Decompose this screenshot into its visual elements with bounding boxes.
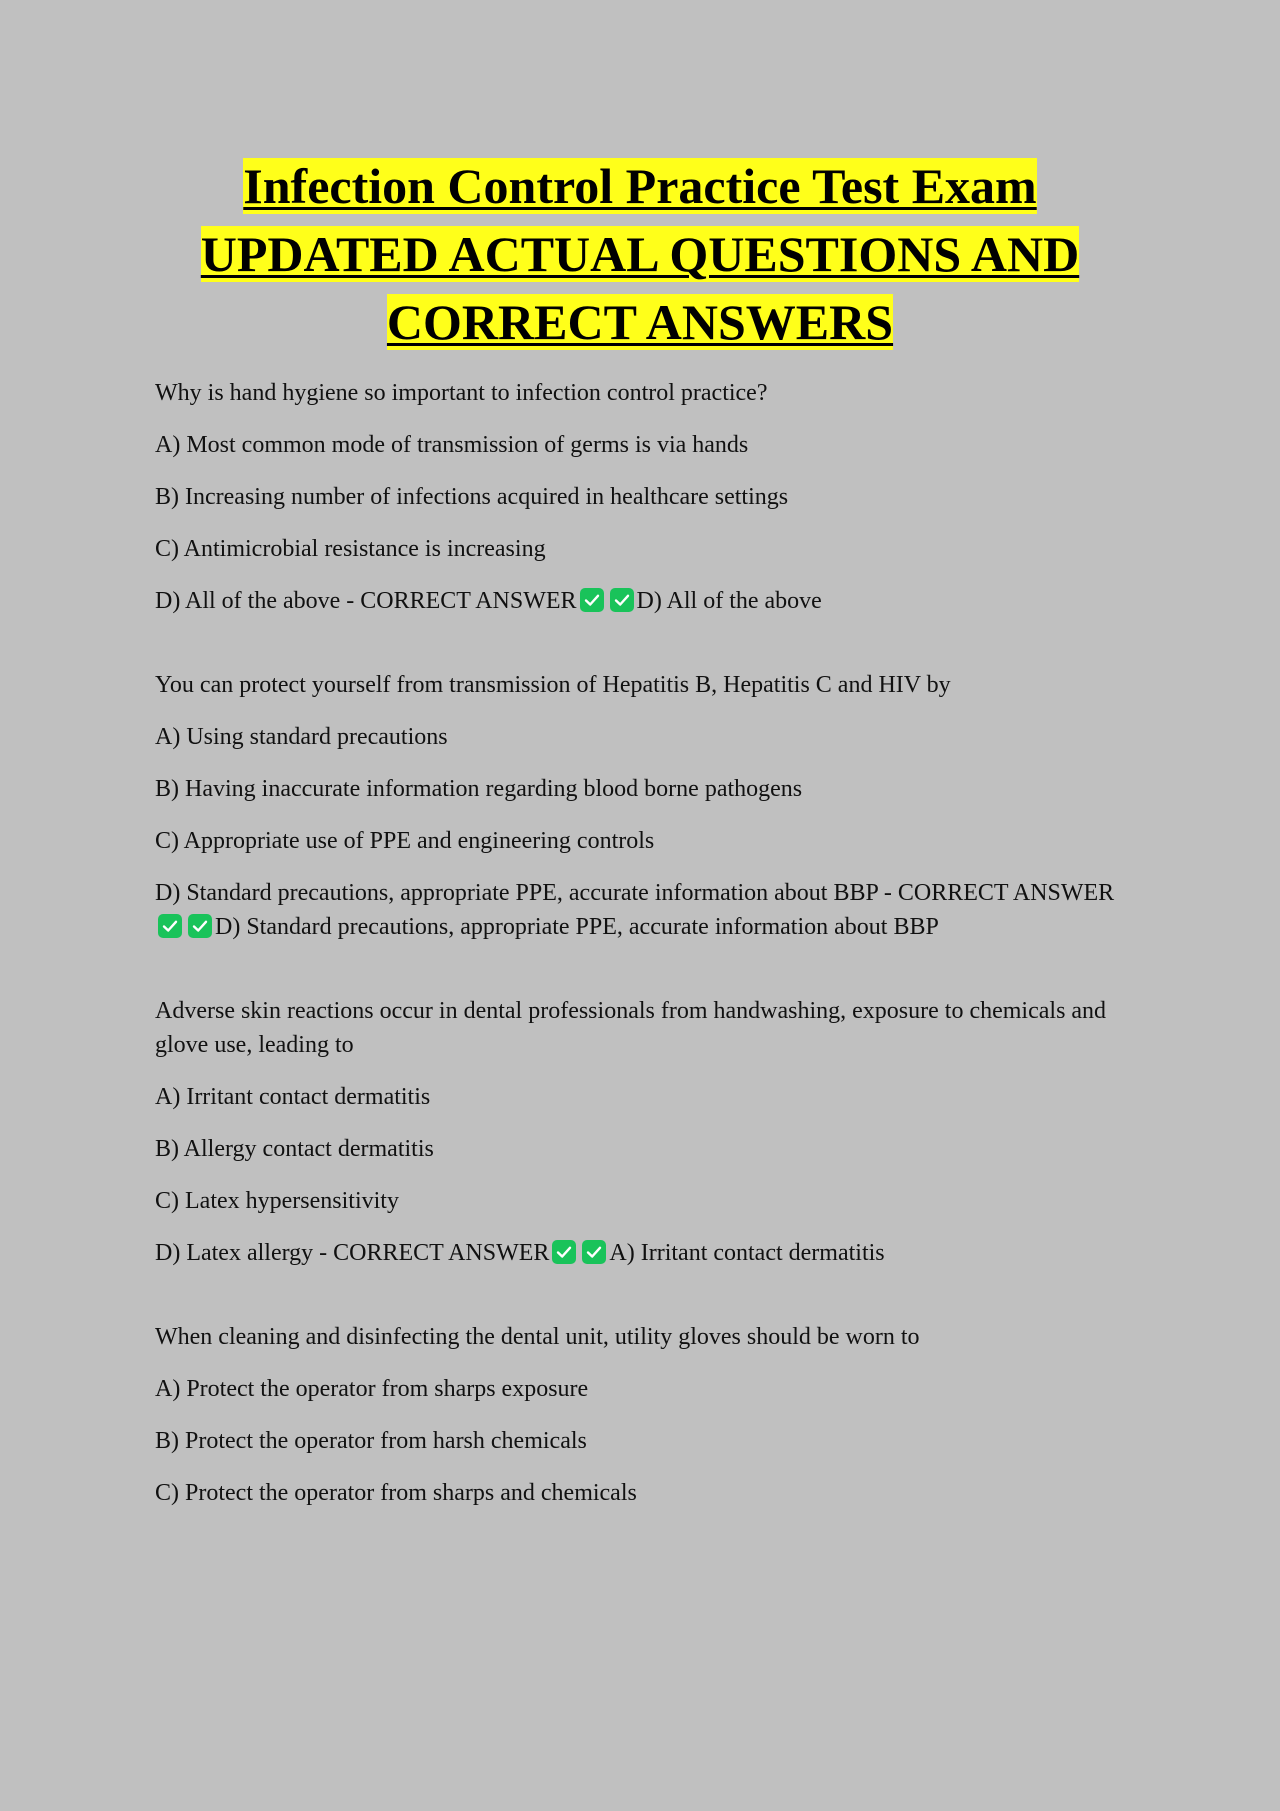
title-line-1: Infection Control Practice Test Exam — [243, 158, 1037, 214]
check-mark-icon — [158, 914, 182, 938]
title-line-2: UPDATED ACTUAL QUESTIONS AND — [200, 226, 1080, 282]
option-a: A) Using standard precautions — [155, 724, 448, 750]
check-mark-icon — [582, 1240, 606, 1264]
option-c: C) Protect the operator from sharps and chemicals — [155, 1480, 637, 1506]
question-stem: Why is hand hygiene so important to infection control practice? — [155, 380, 768, 406]
correct-answer-text: D) All of the above — [636, 588, 822, 614]
question-3 — [155, 994, 1135, 1270]
answer-line — [155, 584, 1135, 618]
option-a: A) Irritant contact dermatitis — [155, 1084, 431, 1110]
question-4 — [155, 1320, 1135, 1510]
option-d-correct-label: D) All of the above - CORRECT ANSWER — [155, 588, 577, 614]
option-c: C) Antimicrobial resistance is increasing — [155, 536, 546, 562]
check-mark-icon — [610, 588, 634, 612]
answer-line — [155, 1236, 1135, 1270]
correct-answer-text: A) Irritant contact dermatitis — [609, 1240, 885, 1266]
question-stem: Adverse skin reactions occur in dental professionals from handwashing, exposure to chemicals and glove use, leading to — [155, 998, 1107, 1058]
question-stem: You can protect yourself from transmission of Hepatitis B, Hepatitis C and HIV by — [155, 672, 951, 698]
option-d-correct-label: D) Latex allergy - CORRECT ANSWER — [155, 1240, 550, 1266]
title-line-3: CORRECT ANSWERS — [386, 294, 894, 350]
check-mark-icon — [188, 914, 212, 938]
option-c: C) Appropriate use of PPE and engineering controls — [155, 828, 655, 854]
option-c: C) Latex hypersensitivity — [155, 1188, 399, 1214]
correct-answer-text: D) Standard precautions, appropriate PPE, accurate information about BBP — [215, 914, 939, 940]
option-b: B) Increasing number of infections acquired in healthcare settings — [155, 484, 789, 510]
option-d-correct-label: D) Standard precautions, appropriate PPE, accurate information about BBP - CORRECT ANSWER — [155, 880, 1115, 906]
question-1 — [155, 376, 1135, 618]
option-a: A) Protect the operator from sharps exposure — [155, 1376, 589, 1402]
option-b: B) Allergy contact dermatitis — [155, 1136, 434, 1162]
question-2 — [155, 668, 1135, 944]
questions-list — [155, 376, 1135, 1528]
check-mark-icon — [552, 1240, 576, 1264]
option-a: A) Most common mode of transmission of germs is via hands — [155, 432, 749, 458]
option-b: B) Protect the operator from harsh chemicals — [155, 1428, 587, 1454]
check-mark-icon — [580, 588, 604, 612]
question-stem: When cleaning and disinfecting the dental unit, utility gloves should be worn to — [155, 1324, 920, 1350]
document-title — [150, 152, 1130, 356]
option-b: B) Having inaccurate information regarding blood borne pathogens — [155, 776, 803, 802]
answer-line — [155, 876, 1135, 944]
